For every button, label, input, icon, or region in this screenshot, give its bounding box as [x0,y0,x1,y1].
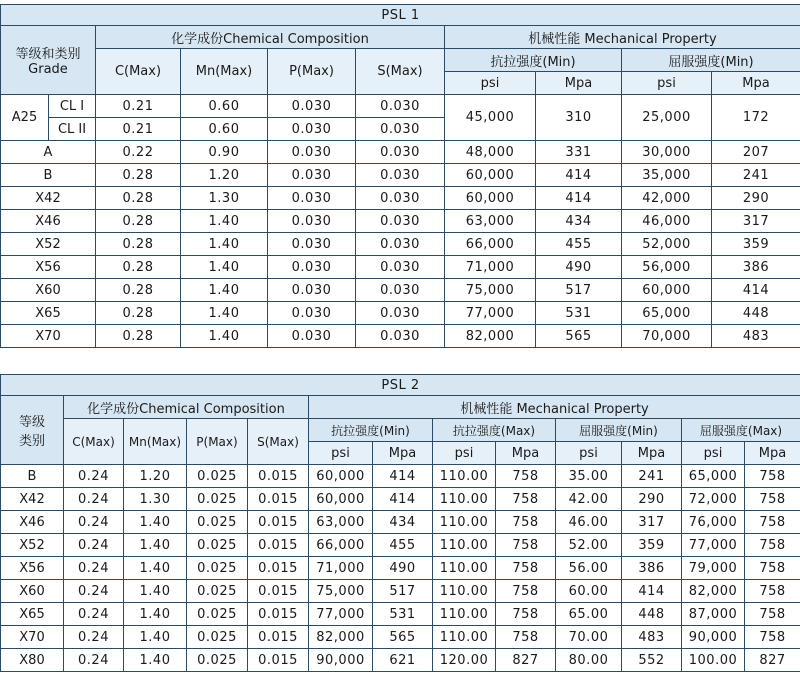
cell-tensile-max-psi: 120.00 [433,649,496,672]
cell-yield-min-mpa: 359 [622,534,682,557]
cell-yield-max-psi: 79,000 [682,557,745,580]
cell-mn: 1.40 [124,557,187,580]
cell-s: 0.030 [356,118,445,141]
cell-yield-min-mpa: 386 [622,557,682,580]
cell-tensile-min-psi: 66,000 [309,534,373,557]
cell-yield-min-mpa: 241 [622,465,682,488]
cell-p: 0.030 [268,233,356,256]
cell-mn: 0.90 [181,141,268,164]
unit-mpa: Mpa [622,442,682,465]
grade-cell: X52 [1,233,96,256]
cell-p: 0.030 [268,256,356,279]
col-c: C(Max) [64,419,124,465]
cell-tensile-mpa: 455 [536,233,622,256]
cell-yield-max-mpa: 758 [745,626,800,649]
cell-tensile-psi: 60,000 [445,187,536,210]
cell-tensile-max-mpa: 758 [496,557,556,580]
cell-mn: 1.20 [124,465,187,488]
psl2-title: PSL 2 [1,375,800,396]
cell-yield-min-mpa: 290 [622,488,682,511]
table-row [1,302,800,325]
cell-c: 0.24 [64,511,124,534]
cell-tensile-min-mpa: 434 [373,511,433,534]
cell-yield-mpa: 448 [712,302,800,325]
cell-tensile-max-psi: 110.00 [433,488,496,511]
cell-tensile-max-mpa: 758 [496,488,556,511]
table-row [1,649,800,672]
cell-yield-mpa: 386 [712,256,800,279]
cell-tensile-psi: 48,000 [445,141,536,164]
unit-mpa: Mpa [496,442,556,465]
cell-mn: 1.30 [181,187,268,210]
cell-c: 0.24 [64,626,124,649]
mech-header: 机械性能 Mechanical Property [309,396,800,419]
psl1-table [0,4,800,348]
cell-yield-max-psi: 87,000 [682,603,745,626]
subclass-cl1: CL I [49,95,96,118]
cell-yield-max-mpa: 758 [745,557,800,580]
cell-c: 0.22 [96,141,181,164]
mech-header: 机械性能 Mechanical Property [445,26,800,49]
grade-cell: X56 [1,256,96,279]
cell-s: 0.030 [356,210,445,233]
cell-yield-max-psi: 65,000 [682,465,745,488]
cell-s: 0.015 [248,511,309,534]
grade-a25: A25 [1,95,49,141]
tensile-min-header: 抗拉强度(Min) [309,419,433,442]
cell-p: 0.025 [187,557,248,580]
cell-c: 0.28 [96,164,181,187]
tensile-header: 抗拉强度(Min) [445,49,622,72]
cell-p: 0.025 [187,626,248,649]
cell-tensile-min-mpa: 490 [373,557,433,580]
cell-c: 0.24 [64,465,124,488]
cell-tensile-min-psi: 63,000 [309,511,373,534]
cell-s: 0.015 [248,580,309,603]
cell-p: 0.030 [268,325,356,348]
yield-min-header: 屈服强度(Min) [556,419,682,442]
table-row [1,603,800,626]
cell-p: 0.025 [187,465,248,488]
col-s: S(Max) [356,49,445,95]
chem-header: 化学成份Chemical Composition [96,26,445,49]
cell-tensile-min-psi: 60,000 [309,465,373,488]
cell-mn: 1.40 [181,325,268,348]
cell-yield-min-psi: 35.00 [556,465,622,488]
cell-p: 0.030 [268,302,356,325]
cell-s: 0.030 [356,141,445,164]
cell-s: 0.015 [248,534,309,557]
table-row [1,488,800,511]
cell-yield-max-mpa: 758 [745,580,800,603]
cell-c: 0.24 [64,603,124,626]
cell-yield-psi: 30,000 [622,141,712,164]
cell-yield-max-mpa: 758 [745,534,800,557]
grade-cell: X46 [1,210,96,233]
psl2-table [0,374,800,672]
cell-yield-max-mpa: 758 [745,488,800,511]
cell-tensile-min-psi: 75,000 [309,580,373,603]
cell-tensile-max-mpa: 758 [496,626,556,649]
grade-header-en: Grade [28,62,68,77]
cell-yield-mpa: 207 [712,141,800,164]
cell-c: 0.21 [96,95,181,118]
cell-c: 0.24 [64,557,124,580]
cell-yield-max-psi: 76,000 [682,511,745,534]
cell-mn: 1.40 [124,511,187,534]
cell-yield-min-psi: 46.00 [556,511,622,534]
grade-cell: B [1,164,96,187]
chem-header: 化学成份Chemical Composition [64,396,309,419]
table-row [1,141,800,164]
unit-psi: psi [309,442,373,465]
grade-cell: X65 [1,302,96,325]
cell-yield-mpa: 290 [712,187,800,210]
cell-yield-min-mpa: 483 [622,626,682,649]
cell-p: 0.025 [187,603,248,626]
cell-tensile-mpa: 490 [536,256,622,279]
cell-mn: 1.40 [124,534,187,557]
unit-psi: psi [682,442,745,465]
cell-c: 0.28 [96,256,181,279]
cell-tensile-psi: 75,000 [445,279,536,302]
cell-c: 0.28 [96,187,181,210]
unit-mpa: Mpa [373,442,433,465]
cell-mn: 1.40 [124,580,187,603]
cell-yield-psi: 60,000 [622,279,712,302]
cell-mn: 1.40 [181,233,268,256]
unit-mpa: Mpa [712,72,800,95]
cell-c: 0.28 [96,279,181,302]
cell-p: 0.025 [187,534,248,557]
cell-tensile-max-psi: 110.00 [433,465,496,488]
cell-tensile-psi: 82,000 [445,325,536,348]
table-row [1,534,800,557]
cell-c: 0.21 [96,118,181,141]
psl1-title: PSL 1 [1,5,800,26]
col-p: P(Max) [268,49,356,95]
cell-yield-min-psi: 52.00 [556,534,622,557]
cell-tensile-min-psi: 82,000 [309,626,373,649]
grade-cell: A [1,141,96,164]
cell-tensile-mpa: 310 [536,95,622,141]
cell-tensile-max-mpa: 758 [496,580,556,603]
cell-yield-min-mpa: 448 [622,603,682,626]
cell-yield-psi: 65,000 [622,302,712,325]
cell-yield-mpa: 359 [712,233,800,256]
unit-psi: psi [556,442,622,465]
cell-c: 0.28 [96,210,181,233]
table-row [1,511,800,534]
cell-yield-psi: 70,000 [622,325,712,348]
cell-yield-max-psi: 100.00 [682,649,745,672]
cell-yield-mpa: 241 [712,164,800,187]
table-row [1,626,800,649]
cell-tensile-mpa: 434 [536,210,622,233]
grade-cell: X52 [1,534,64,557]
grade-cell: X80 [1,649,64,672]
cell-tensile-psi: 63,000 [445,210,536,233]
cell-tensile-psi: 66,000 [445,233,536,256]
cell-tensile-max-mpa: 758 [496,534,556,557]
col-c: C(Max) [96,49,181,95]
table-row [1,465,800,488]
cell-yield-psi: 25,000 [622,95,712,141]
cell-p: 0.030 [268,187,356,210]
cell-p: 0.030 [268,118,356,141]
col-s: S(Max) [248,419,309,465]
cell-c: 0.24 [64,488,124,511]
col-mn: Mn(Max) [124,419,187,465]
cell-yield-min-psi: 42.00 [556,488,622,511]
cell-tensile-mpa: 414 [536,164,622,187]
table-row [1,325,800,348]
table-row [1,279,800,302]
cell-yield-max-psi: 90,000 [682,626,745,649]
grade-header-line1: 等级 [18,415,45,430]
unit-psi: psi [622,72,712,95]
cell-s: 0.030 [356,279,445,302]
cell-s: 0.015 [248,603,309,626]
table-row [1,557,800,580]
cell-yield-mpa: 483 [712,325,800,348]
table-row [1,233,800,256]
unit-psi: psi [445,72,536,95]
subclass-cl2: CL II [49,118,96,141]
cell-mn: 1.40 [181,256,268,279]
cell-s: 0.030 [356,302,445,325]
unit-psi: psi [433,442,496,465]
cell-tensile-max-mpa: 758 [496,511,556,534]
cell-tensile-min-psi: 90,000 [309,649,373,672]
cell-yield-min-psi: 60.00 [556,580,622,603]
cell-p: 0.030 [268,164,356,187]
grade-header-cn: 等级和类别 [15,47,81,62]
cell-tensile-max-psi: 110.00 [433,626,496,649]
cell-mn: 1.30 [124,488,187,511]
cell-p: 0.025 [187,649,248,672]
cell-p: 0.025 [187,511,248,534]
grade-cell: X70 [1,325,96,348]
cell-yield-mpa: 172 [712,95,800,141]
grade-cell: X60 [1,279,96,302]
cell-p: 0.025 [187,580,248,603]
table-row [1,256,800,279]
cell-mn: 1.40 [181,302,268,325]
cell-s: 0.015 [248,626,309,649]
cell-mn: 0.60 [181,118,268,141]
yield-max-header: 屈服强度(Max) [682,419,800,442]
grade-cell: X60 [1,580,64,603]
cell-s: 0.030 [356,187,445,210]
cell-mn: 1.40 [124,649,187,672]
cell-p: 0.030 [268,141,356,164]
cell-tensile-psi: 60,000 [445,164,536,187]
cell-yield-max-mpa: 758 [745,603,800,626]
cell-tensile-mpa: 531 [536,302,622,325]
cell-yield-min-psi: 56.00 [556,557,622,580]
cell-tensile-min-mpa: 455 [373,534,433,557]
cell-s: 0.015 [248,488,309,511]
cell-mn: 1.40 [181,210,268,233]
cell-yield-max-mpa: 758 [745,465,800,488]
cell-s: 0.030 [356,233,445,256]
grade-cell: B [1,465,64,488]
cell-tensile-max-psi: 110.00 [433,557,496,580]
cell-tensile-min-mpa: 414 [373,465,433,488]
cell-s: 0.015 [248,649,309,672]
cell-yield-psi: 42,000 [622,187,712,210]
grade-cell: X65 [1,603,64,626]
table-row [1,187,800,210]
cell-c: 0.28 [96,233,181,256]
cell-c: 0.24 [64,534,124,557]
cell-c: 0.28 [96,302,181,325]
cell-c: 0.28 [96,325,181,348]
cell-tensile-min-mpa: 414 [373,488,433,511]
cell-s: 0.030 [356,325,445,348]
cell-p: 0.030 [268,279,356,302]
col-p: P(Max) [187,419,248,465]
cell-mn: 1.40 [124,603,187,626]
cell-mn: 1.20 [181,164,268,187]
cell-s: 0.030 [356,164,445,187]
cell-yield-psi: 52,000 [622,233,712,256]
cell-s: 0.015 [248,465,309,488]
cell-yield-min-psi: 80.00 [556,649,622,672]
cell-yield-max-mpa: 758 [745,511,800,534]
cell-tensile-mpa: 331 [536,141,622,164]
grade-header [1,396,64,465]
cell-s: 0.030 [356,256,445,279]
cell-yield-psi: 46,000 [622,210,712,233]
cell-yield-mpa: 317 [712,210,800,233]
table-row [1,164,800,187]
cell-s: 0.015 [248,557,309,580]
cell-tensile-max-psi: 110.00 [433,603,496,626]
cell-yield-min-mpa: 317 [622,511,682,534]
cell-tensile-psi: 71,000 [445,256,536,279]
cell-c: 0.24 [64,580,124,603]
tensile-max-header: 抗拉强度(Max) [433,419,556,442]
cell-tensile-min-mpa: 565 [373,626,433,649]
cell-mn: 1.40 [124,626,187,649]
cell-yield-mpa: 414 [712,279,800,302]
yield-header: 屈服强度(Min) [622,49,800,72]
unit-mpa: Mpa [536,72,622,95]
psl2-rows [1,465,800,672]
cell-yield-max-psi: 72,000 [682,488,745,511]
cell-tensile-min-psi: 60,000 [309,488,373,511]
cell-tensile-max-psi: 110.00 [433,580,496,603]
cell-tensile-min-mpa: 517 [373,580,433,603]
cell-yield-psi: 56,000 [622,256,712,279]
cell-yield-max-psi: 82,000 [682,580,745,603]
cell-tensile-max-psi: 110.00 [433,511,496,534]
cell-tensile-mpa: 414 [536,187,622,210]
cell-tensile-max-mpa: 758 [496,465,556,488]
cell-yield-min-mpa: 414 [622,580,682,603]
cell-tensile-min-psi: 71,000 [309,557,373,580]
col-mn: Mn(Max) [181,49,268,95]
cell-mn: 1.40 [181,279,268,302]
grade-cell: X56 [1,557,64,580]
cell-tensile-mpa: 565 [536,325,622,348]
grade-header [1,26,96,95]
table-row [1,580,800,603]
cell-tensile-psi: 77,000 [445,302,536,325]
cell-tensile-min-mpa: 621 [373,649,433,672]
grade-header-line2: 类别 [18,434,45,449]
cell-p: 0.025 [187,488,248,511]
cell-tensile-max-mpa: 827 [496,649,556,672]
table-row [1,210,800,233]
cell-tensile-mpa: 517 [536,279,622,302]
cell-tensile-psi: 45,000 [445,95,536,141]
cell-tensile-max-mpa: 758 [496,603,556,626]
cell-mn: 0.60 [181,95,268,118]
cell-tensile-min-mpa: 531 [373,603,433,626]
cell-p: 0.030 [268,95,356,118]
grade-cell: X42 [1,187,96,210]
cell-tensile-max-psi: 110.00 [433,534,496,557]
cell-yield-min-psi: 65.00 [556,603,622,626]
cell-yield-max-mpa: 827 [745,649,800,672]
grade-cell: X46 [1,511,64,534]
grade-cell: X42 [1,488,64,511]
cell-s: 0.030 [356,95,445,118]
cell-tensile-min-psi: 77,000 [309,603,373,626]
cell-yield-max-psi: 77,000 [682,534,745,557]
cell-p: 0.030 [268,210,356,233]
cell-yield-min-psi: 70.00 [556,626,622,649]
unit-mpa: Mpa [745,442,800,465]
cell-yield-min-mpa: 552 [622,649,682,672]
cell-c: 0.24 [64,649,124,672]
grade-cell: X70 [1,626,64,649]
psl1-rows [1,141,800,348]
cell-yield-psi: 35,000 [622,164,712,187]
